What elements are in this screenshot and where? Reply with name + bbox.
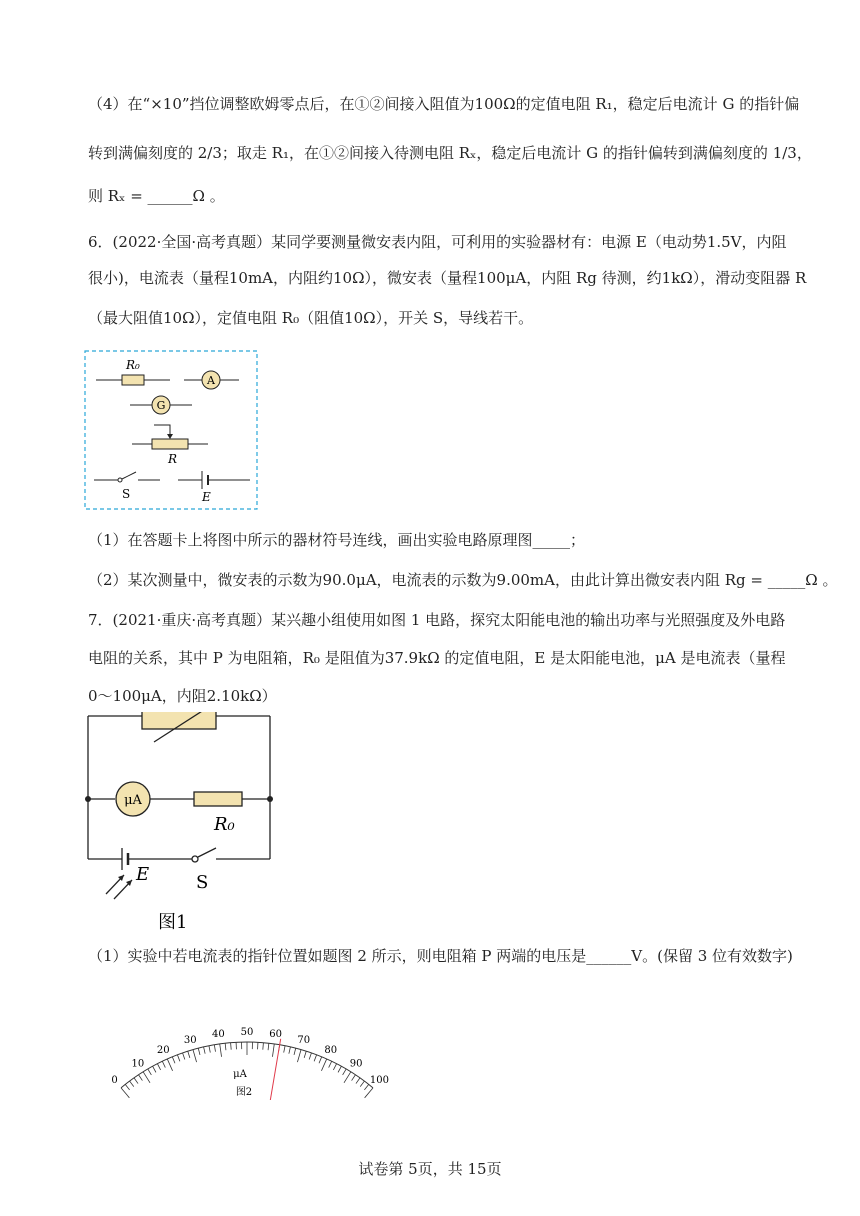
fig1-caption: 图1 <box>158 912 188 933</box>
scale-tick <box>344 1072 351 1083</box>
q7-circuit-figure-1 <box>82 712 282 934</box>
scale-tick <box>193 1050 197 1062</box>
r0-fixed-resistor <box>194 792 242 806</box>
scale-tick-label: 10 <box>131 1058 145 1070</box>
scale-tick <box>148 1069 152 1075</box>
scale-tick <box>329 1061 332 1067</box>
scale-tick <box>268 1043 269 1050</box>
scale-tick <box>297 1050 301 1062</box>
q7-sub-1: （1）实验中若电流表的指针位置如题图 2 所示，则电阻箱 P 两端的电压是______V。(保留 3 位有效数字) <box>88 947 793 965</box>
scale-tick <box>263 1043 264 1050</box>
microammeter-label: μA <box>124 793 142 808</box>
q6-equipment-figure <box>84 350 260 512</box>
scale-tick-label: 20 <box>156 1044 170 1056</box>
scale-tick <box>177 1055 179 1062</box>
scale-tick <box>365 1088 373 1098</box>
r0-label: R₀ <box>126 358 140 372</box>
scale-tick <box>314 1055 316 1062</box>
scale-tick <box>343 1069 347 1075</box>
scale-tick <box>183 1053 185 1060</box>
scale-tick-label: 50 <box>240 1027 254 1038</box>
q7-line-1: 7．(2021·重庆·高考真题）某兴趣小组使用如图 1 电路，探究太阳能电池的输出功率与光照强度及外电路 <box>88 611 786 629</box>
page-footer: 试卷第 5页，共 15页 <box>358 1160 502 1178</box>
scale-tick <box>352 1075 356 1081</box>
scale-tick <box>360 1081 364 1087</box>
scale-tick <box>319 1057 322 1063</box>
q7-line-2: 电阻的关系，其中 P 为电阻箱，R₀ 是阻值为37.9kΩ 的定值电阻，E 是太阳能电池，μA 是电流表（量程 <box>88 649 786 667</box>
q6-line-3: （最大阻值10Ω），定值电阻 R₀（阻值10Ω），开关 S，导线若干。 <box>88 309 534 327</box>
scale-tick <box>309 1053 311 1060</box>
scale-tick <box>220 1044 222 1057</box>
scale-tick <box>321 1059 326 1071</box>
q6-line-2: 很小)，电流表（量程10mA，内阻约10Ω），微安表（量程100μA，内阻 Rg 待测，约1kΩ），滑动变阻器 R <box>88 269 807 287</box>
scale-tick <box>157 1064 160 1070</box>
q6-line-1: 6．(2022·全国·高考真题）某同学要测量微安表内阻，可利用的实验器材有：电源 E（电动势1.5V，内阻 <box>88 233 787 251</box>
scale-tick <box>134 1078 138 1084</box>
scale-tick <box>209 1046 210 1053</box>
r0-resistor <box>122 375 144 385</box>
scale-tick <box>153 1066 156 1072</box>
switch-label: S <box>122 487 131 501</box>
scale-tick-label: 80 <box>324 1044 338 1056</box>
scale-tick-label: 100 <box>369 1075 389 1087</box>
q7-line-3: 0～100μA，内阻2.10kΩ） <box>88 687 277 705</box>
q5-line-3: 则 Rₓ = ______Ω 。 <box>88 187 225 205</box>
scale-tick <box>333 1064 336 1070</box>
scale-tick <box>125 1084 129 1089</box>
scale-tick <box>143 1072 150 1083</box>
scale-tick <box>284 1046 285 1053</box>
fig2-caption: 图2 <box>235 1087 253 1098</box>
scale-tick <box>188 1051 190 1058</box>
galvanometer-label: G <box>156 399 166 412</box>
scale-tick-label: 60 <box>269 1029 283 1041</box>
r0-fig1-label: R₀ <box>214 814 235 835</box>
scale-tick-label: 30 <box>183 1034 197 1046</box>
scale-tick <box>198 1048 200 1055</box>
scale-tick <box>204 1047 206 1054</box>
q5-line-1: （4）在“×10”挡位调整欧姆零点后，在①②间接入阻值为100Ω的定值电阻 R₁，稳定后电流计 G 的指针偏 <box>88 95 800 113</box>
scale-tick-label: 40 <box>211 1029 225 1041</box>
scale-tick <box>356 1078 360 1084</box>
source-label: E <box>202 490 211 504</box>
rheostat-label: R <box>168 452 178 466</box>
s-label: S <box>196 872 209 893</box>
scale-tick <box>338 1066 341 1072</box>
scale-tick <box>231 1043 232 1050</box>
scale-tick <box>214 1045 215 1052</box>
rheostat <box>152 439 188 449</box>
q6-sub-1: （1）在答题卡上将图中所示的器材符号连线，画出实验电路原理图_____； <box>88 531 586 549</box>
scale-tick <box>167 1059 172 1071</box>
unit-label: μA <box>233 1069 247 1080</box>
scale-tick <box>172 1057 175 1063</box>
ammeter-label: A <box>207 374 215 387</box>
scale-tick-label: 90 <box>349 1058 363 1070</box>
meter-needle <box>264 1039 280 1100</box>
q6-sub-2: （2）某次测量中，微安表的示数为90.0μA，电流表的示数为9.00mA，由此计算出微安表内阻 Rg = _____Ω 。 <box>88 571 838 589</box>
scale-tick <box>364 1084 368 1089</box>
scale-tick <box>289 1047 291 1054</box>
scale-tick <box>121 1088 129 1098</box>
scale-tick <box>225 1043 226 1050</box>
scale-tick-label: 0 <box>111 1075 118 1087</box>
scale-tick <box>304 1051 306 1058</box>
scale-tick <box>139 1075 143 1081</box>
scale-tick <box>294 1048 296 1055</box>
q5-line-2: 转到满偏刻度的 2/3；取走 R₁，在①②间接入待测电阻 Rₓ，稳定后电流计 G 的指针偏转到满偏刻度的 1/3， <box>88 144 812 162</box>
scale-tick <box>272 1044 274 1057</box>
scale-tick-label: 70 <box>297 1034 311 1046</box>
q7-meter-figure-2 <box>82 978 412 1100</box>
scale-tick <box>130 1081 134 1087</box>
e-label: E <box>136 864 150 885</box>
scale-tick <box>162 1061 165 1067</box>
